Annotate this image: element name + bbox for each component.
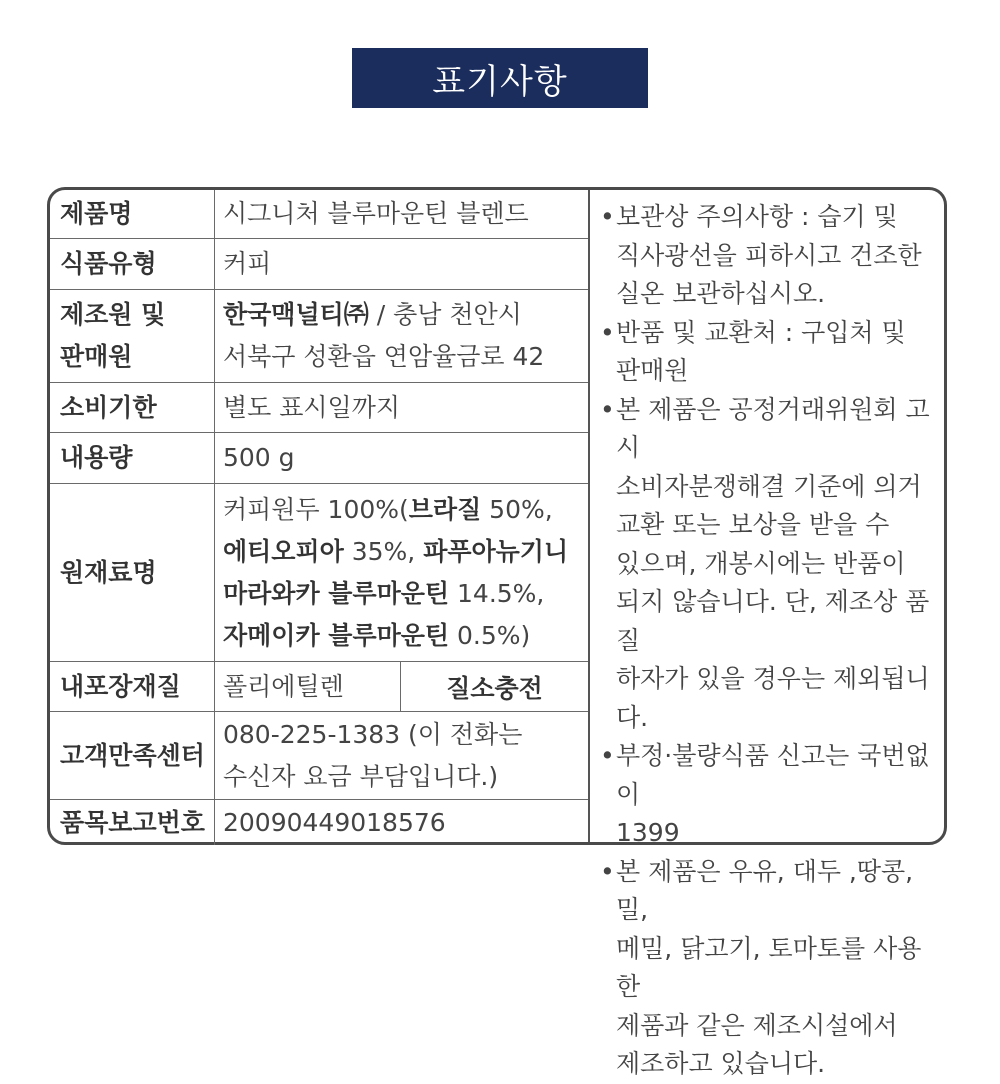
value-product-name: 시그니처 블루마운틴 블렌드 bbox=[223, 199, 529, 228]
ingredients-line-1: 커피원두 100%(브라질 50%, bbox=[223, 494, 553, 524]
value-food-type: 커피 bbox=[223, 249, 272, 278]
label-table bbox=[47, 187, 947, 1078]
row-expiry bbox=[50, 383, 588, 433]
value-packaging: 폴리에틸렌 bbox=[223, 671, 344, 701]
label-ingredients: 원재료명 bbox=[50, 484, 215, 661]
value-ingredients bbox=[215, 484, 588, 661]
label-volume: 내용량 bbox=[50, 433, 215, 483]
label-manufacturer-line1: 제조원 및 bbox=[60, 300, 166, 329]
customer-center-line-1: 080-225-1383 (이 전화는 bbox=[223, 719, 523, 749]
label-customer-center: 고객만족센터 bbox=[50, 712, 215, 799]
label-food-type: 식품유형 bbox=[50, 239, 215, 289]
label-packaging: 내포장재질 bbox=[50, 662, 215, 711]
label-manufacturer bbox=[50, 290, 215, 382]
ingredients-line-2: 에티오피아 35%, 파푸아뉴기니 bbox=[223, 536, 569, 566]
ingredients-line-3: 마라와카 블루마운틴 14.5%, bbox=[223, 578, 545, 608]
value-expiry: 별도 표시일까지 bbox=[223, 392, 400, 422]
row-customer-center bbox=[50, 712, 588, 800]
label-expiry: 소비기한 bbox=[50, 383, 215, 432]
manufacturer-address-1: / 충남 천안시 bbox=[368, 300, 522, 329]
row-food-type bbox=[50, 239, 588, 290]
page-title: 표기사항 bbox=[352, 48, 648, 108]
label-manufacturer-line2: 판매원 bbox=[60, 342, 133, 371]
value-manufacturer bbox=[215, 290, 588, 382]
ingredients-line-4: 자메이카 블루마운틴 0.5%) bbox=[223, 620, 531, 650]
customer-center-line-2: 수신자 요금 부담입니다.) bbox=[223, 761, 499, 791]
note-allergens: • 본 제품은 우유, 대두 ,땅콩, 밀, 메밀, 닭고기, 토마토를 사용한 제품과 같은 제조시설에서 제조하고 있습니다. bbox=[600, 856, 922, 1078]
value-volume: 500 g bbox=[223, 443, 295, 472]
value-customer-center bbox=[215, 712, 588, 799]
nitrogen-filled: 질소충전 bbox=[400, 662, 588, 711]
row-volume bbox=[50, 433, 588, 484]
row-product-name bbox=[50, 190, 588, 239]
manufacturer-company: 한국맥널티㈜ bbox=[223, 300, 369, 329]
row-manufacturer bbox=[50, 290, 588, 383]
row-packaging bbox=[50, 662, 588, 712]
value-report-number: 20090449018576 bbox=[223, 807, 446, 837]
note-compensation: • 본 제품은 공정거래위원회 고시 소비자분쟁해결 기준에 의거 교환 또는 보상을 받을 수 있으며, 개봉시에는 반품이 되지 않습니다. 단, 제조상 품질 하자가 있을 경우는 제외됩니다. bbox=[600, 394, 930, 732]
note-returns: • 반품 및 교환처 : 구입처 및 판매원 bbox=[600, 317, 906, 385]
label-product-name: 제품명 bbox=[50, 190, 215, 238]
label-report-number: 품목보고번호 bbox=[50, 800, 215, 845]
row-ingredients bbox=[50, 484, 588, 662]
note-storage: • 보관상 주의사항 : 습기 및 직사광선을 피하시고 건조한 실온 보관하십시오. bbox=[600, 202, 922, 308]
info-table bbox=[50, 190, 590, 842]
note-report: • 부정·불량식품 신고는 국번없이 1399 bbox=[600, 741, 930, 847]
row-report-number bbox=[50, 800, 588, 845]
notes-column bbox=[592, 198, 944, 1084]
manufacturer-address-2: 서북구 성환읍 연암율금로 42 bbox=[223, 342, 545, 371]
